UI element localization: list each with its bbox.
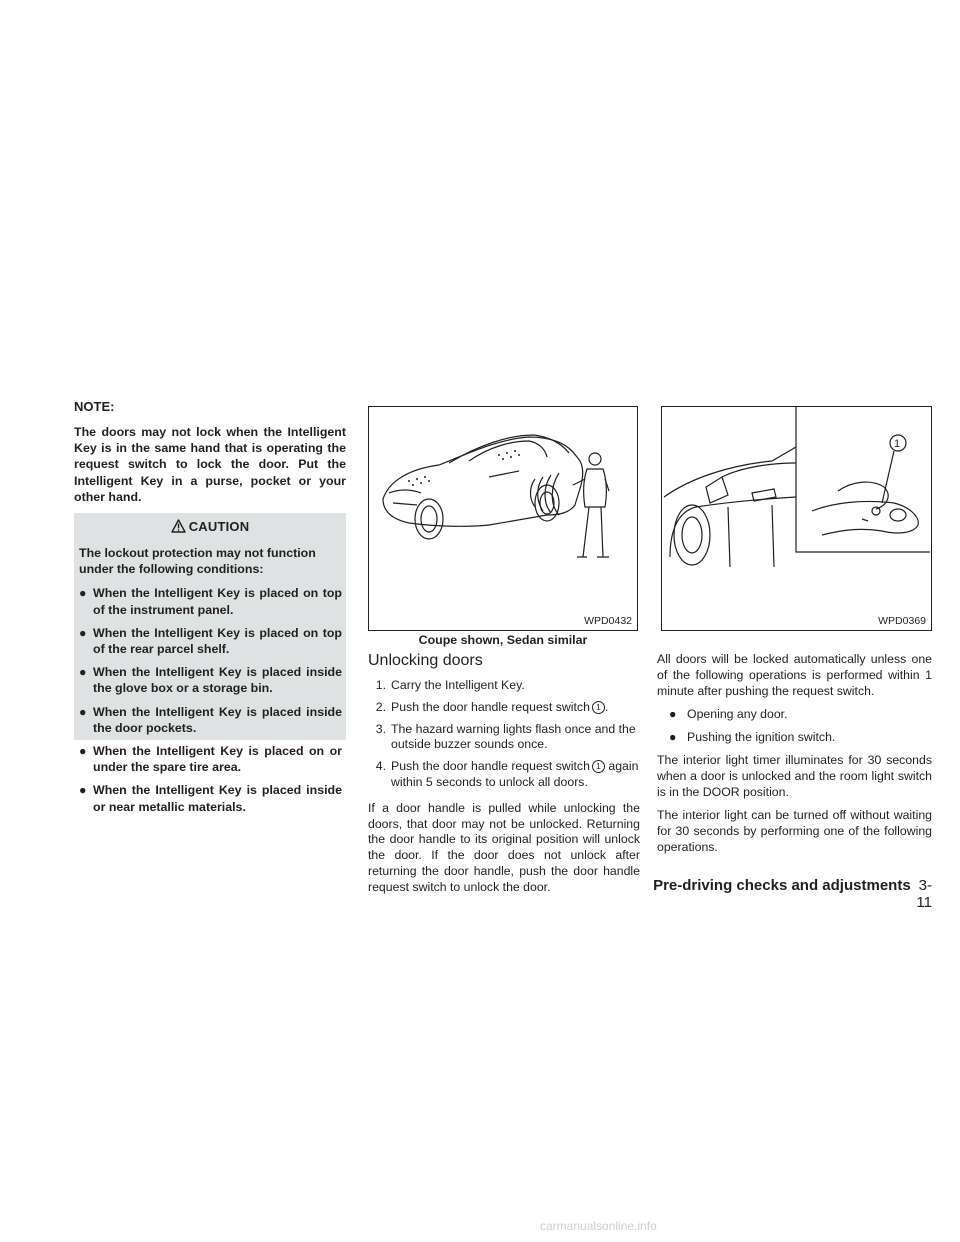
- caution-title: CAUTION: [188, 518, 250, 534]
- car-person-illustration: [369, 407, 637, 630]
- figure-door-handle-illustration: [661, 406, 932, 631]
- caution-bullet: ● When the Intelligent Key is placed on or under the spare tire area.: [79, 744, 342, 775]
- figure-code: WPD0369: [878, 615, 926, 627]
- caution-box: [74, 513, 346, 814]
- step-item: 2. Push the door handle request switch 1 .: [375, 699, 609, 714]
- figure-coupe-illustration: [368, 406, 638, 631]
- paragraph: The interior light timer illuminates for 30 seconds when a door is unlocked and the room light switch is in the DOOR position.: [657, 752, 932, 799]
- callout-ref: 1: [592, 701, 605, 714]
- operation-bullet: ● Pushing the ignition switch.: [669, 730, 836, 745]
- paragraph: All doors will be locked automatically unless one of the following operations is performed within 1 minute after pushing the request switch.: [657, 652, 932, 698]
- caution-bullet: ● When the Intelligent Key is placed on top of the instrument panel.: [79, 586, 342, 617]
- warning-icon: [171, 519, 186, 533]
- section-unlocking: [368, 652, 640, 904]
- paragraph: If a door handle is pulled while unlocking the doors, that door may not be unlocked. Returning the door handle to its original position will unlock the door. If the door does not unlock after returning the door handle, push the door handle request switch to unlock the door.: [368, 800, 640, 894]
- page-footer: [639, 877, 932, 911]
- door-handle-illustration: [662, 407, 931, 630]
- page-number: 3-11: [916, 877, 932, 911]
- step-item: 4. Push the door handle request switch 1 again within 5 seconds to unlock all doors.: [375, 759, 639, 789]
- note-block: [74, 399, 346, 505]
- figure-caption: Coupe shown, Sedan similar: [418, 633, 588, 647]
- note-heading: NOTE:: [74, 399, 115, 414]
- section-unlocking-continued: [657, 652, 932, 864]
- caution-bullet: ● When the Intelligent Key is placed inside the glove box or a storage bin.: [79, 665, 342, 696]
- caution-bullet: ● When the Intelligent Key is placed inside or near metallic materials.: [79, 783, 342, 814]
- footer-section-title: Pre-driving checks and adjustments: [653, 877, 911, 894]
- note-body: The doors may not lock when the Intelligent Key is in the same hand that is operating the request switch to lock the door. Put the Intelligent Key in a purse, pocket or your other hand.: [74, 425, 346, 504]
- step-item: 1. Carry the Intelligent Key.: [375, 678, 525, 692]
- operation-bullet: ● Opening any door.: [669, 707, 788, 722]
- callout-ref: 1: [592, 760, 605, 773]
- figure-code: WPD0432: [584, 615, 632, 627]
- caution-intro: The lockout protection may not function under the following conditions:: [79, 546, 316, 577]
- caution-bullet: ● When the Intelligent Key is placed inside the door pockets.: [79, 704, 342, 735]
- caution-header: [74, 513, 346, 539]
- watermark: carmanualsonline.info: [540, 1219, 657, 1233]
- paragraph: The interior light can be turned off without waiting for 30 seconds by performing one of the following operations.: [657, 808, 932, 854]
- section-title: Unlocking doors: [368, 652, 483, 669]
- caution-bullet: ● When the Intelligent Key is placed on top of the rear parcel shelf.: [79, 625, 342, 657]
- callout-number: 1: [894, 438, 901, 450]
- step-item: 3. The hazard warning lights flash once and the outside buzzer sounds once.: [375, 721, 636, 752]
